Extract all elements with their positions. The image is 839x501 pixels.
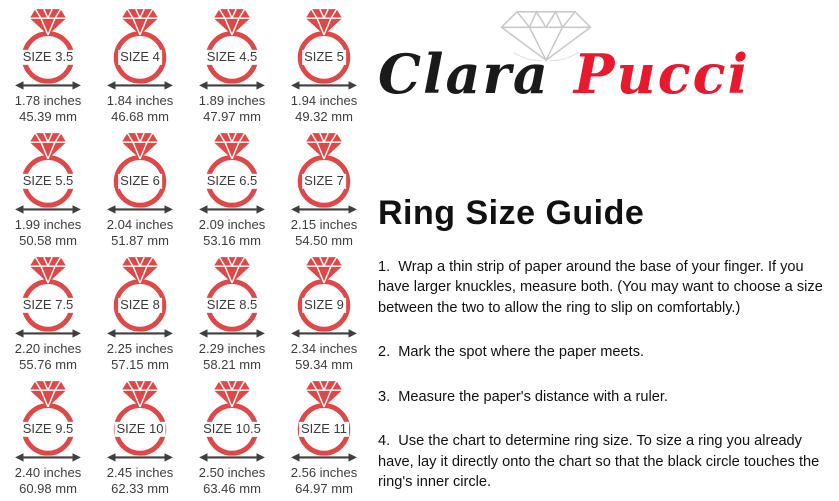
ring-measurements bbox=[15, 217, 82, 248]
ring-measurements bbox=[107, 341, 174, 372]
ring-measurements bbox=[15, 465, 82, 496]
diameter-inches: 2.15 inches bbox=[290, 217, 358, 232]
diameter-mm: 49.32 mm bbox=[295, 108, 353, 124]
ring-measurements bbox=[107, 93, 174, 124]
ring-icon bbox=[105, 7, 175, 91]
gem-icon bbox=[306, 9, 342, 35]
diameter-inches: 2.29 inches bbox=[198, 341, 266, 356]
ring-size-cell bbox=[186, 379, 278, 501]
ring-icon bbox=[289, 131, 359, 215]
diameter-mm: 55.76 mm bbox=[19, 356, 77, 372]
gem-icon bbox=[30, 9, 66, 35]
ring-icon bbox=[197, 379, 267, 463]
ring-measurements bbox=[199, 465, 266, 496]
ring-size-label: SIZE 6.5 bbox=[206, 173, 258, 189]
diameter-inches: 2.20 inches bbox=[14, 341, 82, 356]
ring-size-cell bbox=[94, 131, 186, 255]
diameter-inches: 1.99 inches bbox=[14, 217, 82, 232]
diameter-inches: 1.89 inches bbox=[198, 93, 266, 108]
diameter-mm: 58.21 mm bbox=[203, 356, 261, 372]
ring-size-cell bbox=[2, 7, 94, 131]
ring-size-label: SIZE 9.5 bbox=[22, 421, 74, 437]
ring-measurements bbox=[107, 465, 174, 496]
gem-icon bbox=[214, 257, 250, 283]
diameter-inches: 1.94 inches bbox=[290, 93, 358, 108]
gem-icon bbox=[306, 257, 342, 283]
ring-size-label: SIZE 4.5 bbox=[206, 49, 258, 65]
ring-size-label: SIZE 8 bbox=[120, 297, 160, 313]
ring-measurements bbox=[199, 93, 266, 124]
ring-size-cell bbox=[278, 379, 370, 501]
ring-size-label: SIZE 7 bbox=[304, 173, 344, 189]
ring-measurements bbox=[291, 465, 358, 496]
ring-icon bbox=[105, 131, 175, 215]
diameter-mm: 62.33 mm bbox=[111, 480, 169, 496]
ring-measurements bbox=[199, 341, 266, 372]
ring-icon bbox=[289, 379, 359, 463]
gem-icon bbox=[30, 381, 66, 407]
ring-size-chart bbox=[2, 7, 370, 501]
diameter-inches: 2.50 inches bbox=[198, 465, 266, 480]
gem-icon bbox=[306, 381, 342, 407]
brand-name-clara: Clara bbox=[378, 42, 550, 106]
ring-size-cell bbox=[186, 131, 278, 255]
gem-icon bbox=[214, 381, 250, 407]
guide-step: 2. Mark the spot where the paper meets. bbox=[378, 344, 645, 361]
diameter-inches: 2.25 inches bbox=[106, 341, 174, 356]
ring-icon bbox=[289, 255, 359, 339]
ring-icon bbox=[13, 379, 83, 463]
gem-icon bbox=[122, 133, 158, 159]
diameter-inches: 2.56 inches bbox=[290, 465, 358, 480]
brand-logo bbox=[378, 6, 778, 106]
ring-size-label: SIZE 8.5 bbox=[206, 297, 258, 313]
ring-measurements bbox=[291, 217, 358, 248]
gem-icon bbox=[306, 133, 342, 159]
diameter-inches: 2.04 inches bbox=[106, 217, 174, 232]
ring-icon bbox=[105, 255, 175, 339]
ring-measurements bbox=[15, 341, 82, 372]
gem-icon bbox=[30, 133, 66, 159]
diameter-mm: 60.98 mm bbox=[19, 480, 77, 496]
diameter-inches: 2.40 inches bbox=[14, 465, 82, 480]
ring-icon bbox=[289, 7, 359, 91]
diameter-mm: 47.97 mm bbox=[203, 108, 261, 124]
ring-icon bbox=[13, 7, 83, 91]
diameter-mm: 64.97 mm bbox=[295, 480, 353, 496]
diameter-mm: 59.34 mm bbox=[295, 356, 353, 372]
ring-icon bbox=[197, 7, 267, 91]
ring-size-label: SIZE 7.5 bbox=[22, 297, 74, 313]
ring-size-cell bbox=[186, 7, 278, 131]
diameter-mm: 57.15 mm bbox=[111, 356, 169, 372]
ring-size-label: SIZE 5 bbox=[304, 49, 344, 65]
guide-step: 3. Measure the paper's distance with a ruler. bbox=[378, 388, 668, 405]
diameter-mm: 46.68 mm bbox=[111, 108, 169, 124]
ring-icon bbox=[197, 131, 267, 215]
diameter-mm: 51.87 mm bbox=[111, 232, 169, 248]
ring-icon bbox=[13, 131, 83, 215]
ring-icon bbox=[13, 255, 83, 339]
ring-measurements bbox=[15, 93, 82, 124]
ring-size-label: SIZE 9 bbox=[304, 297, 344, 313]
ring-measurements bbox=[107, 217, 174, 248]
guide-step: 4. Use the chart to determine ring size. To size a ring you already have, lay it directly onto the chart so that the black circle touches the ring's inner circle. bbox=[378, 433, 824, 490]
brand-name-pucci: Pucci bbox=[573, 42, 751, 106]
ring-size-label: SIZE 5.5 bbox=[22, 173, 74, 189]
ring-size-cell bbox=[94, 379, 186, 501]
ring-size-cell bbox=[278, 255, 370, 379]
ring-measurements bbox=[291, 341, 358, 372]
ring-size-label: SIZE 6 bbox=[120, 173, 160, 189]
ring-size-label: SIZE 4 bbox=[120, 49, 160, 65]
ring-size-label: SIZE 11 bbox=[300, 421, 348, 437]
gem-icon bbox=[30, 257, 66, 283]
gem-icon bbox=[122, 381, 158, 407]
guide-section bbox=[378, 194, 830, 501]
diameter-inches: 1.84 inches bbox=[106, 93, 174, 108]
diameter-mm: 53.16 mm bbox=[203, 232, 261, 248]
diameter-inches: 2.09 inches bbox=[198, 217, 266, 232]
diameter-mm: 63.46 mm bbox=[203, 480, 261, 496]
ring-size-cell bbox=[94, 7, 186, 131]
ring-icon bbox=[197, 255, 267, 339]
diameter-mm: 50.58 mm bbox=[19, 232, 77, 248]
diameter-inches: 2.45 inches bbox=[106, 465, 174, 480]
ring-size-label: SIZE 10.5 bbox=[203, 421, 261, 437]
page-title: Ring Size Guide bbox=[378, 194, 645, 232]
diameter-inches: 1.78 inches bbox=[14, 93, 82, 108]
ring-size-label: SIZE 3.5 bbox=[22, 49, 74, 65]
gem-icon bbox=[122, 9, 158, 35]
brand-name bbox=[378, 42, 750, 106]
ring-size-label: SIZE 10 bbox=[116, 421, 164, 437]
ring-size-cell bbox=[2, 379, 94, 501]
guide-step: 1. Wrap a thin strip of paper around the base of your finger. If you have larger knuckles, measure both. (You may want to choose a size between the two to allow the ring to slip on comfortably.) bbox=[378, 259, 827, 316]
gem-icon bbox=[122, 257, 158, 283]
ring-size-cell bbox=[278, 7, 370, 131]
diameter-mm: 45.39 mm bbox=[19, 108, 77, 124]
ring-icon bbox=[105, 379, 175, 463]
diameter-mm: 54.50 mm bbox=[295, 232, 353, 248]
gem-icon bbox=[214, 9, 250, 35]
ring-size-cell bbox=[186, 255, 278, 379]
ring-size-cell bbox=[2, 255, 94, 379]
ring-measurements bbox=[291, 93, 358, 124]
ring-size-cell bbox=[278, 131, 370, 255]
ring-size-cell bbox=[2, 131, 94, 255]
ring-size-cell bbox=[94, 255, 186, 379]
ring-measurements bbox=[199, 217, 266, 248]
gem-icon bbox=[214, 133, 250, 159]
diameter-inches: 2.34 inches bbox=[290, 341, 358, 356]
